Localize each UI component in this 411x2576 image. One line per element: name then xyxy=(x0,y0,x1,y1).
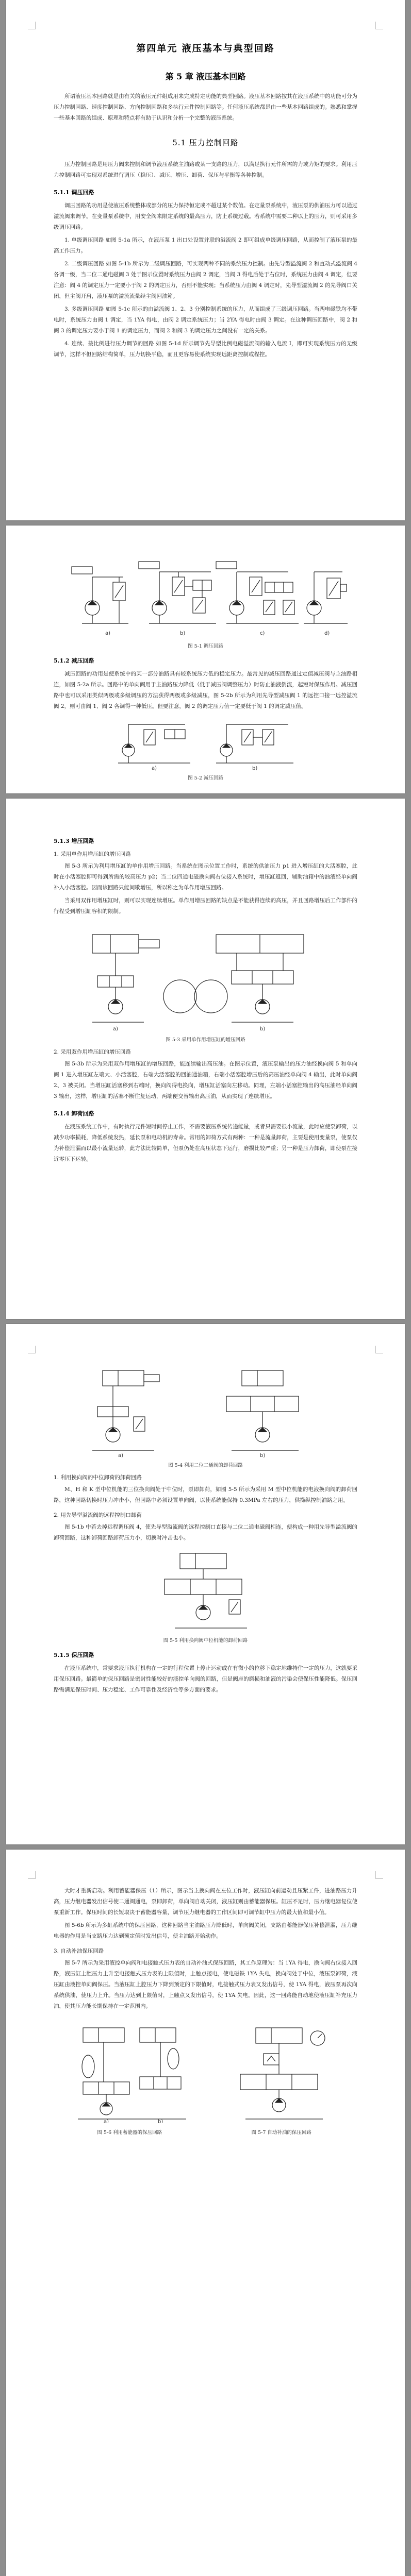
figure-5-7-auto-refill-holding xyxy=(215,2020,349,2123)
paragraph: 在液压系统中，常要求液压执行机构在一定的行程位置上停止运动或在有微小的位移下稳定地维持住一定的压力，这就要采用保压回路。最简单的保压回路是密封性能较好的液控单向阀的回路，但是阀座的磨损和油液的污染会使保压性能降低。保压回路需满足保压时间、压力稳定、工作可靠性及经济性等多方面的要求。 xyxy=(54,1665,357,1693)
page-1-content xyxy=(54,41,357,362)
fig-sublabel: d) xyxy=(324,631,330,636)
figure-5-6-accumulator-holding xyxy=(62,2020,196,2123)
paragraph: 4. 连续、按比例进行压力调节的回路 如图 5-1d 所示调节先导型比例电磁溢流阀的输入电流 I，即可实现系统压力的无级调节，这样不但回路结构简单，压力切换平稳，而且更容易使系统实现远距离控制或程控。 xyxy=(54,341,357,358)
figure-5-6-block xyxy=(62,2020,196,2141)
figure-caption: 图 5-2 减压回路 xyxy=(188,775,223,781)
figure-caption: 图 5-4 利用二位二通阀的卸荷回路 xyxy=(168,1463,243,1468)
paragraph: 图 5-6b 所示为多缸系统中的保压回路，这种回路当主油路压力降低时，单向阀关闭，支路由蓄能器保压补偿泄漏，压力继电器的作用是当支路压力达到预定值时发出信号，使主油路开始动作。 xyxy=(54,1922,357,1939)
paragraph: 图 5-1b 中若去掉远程调压阀 4，使先导型溢流阀的远程控制口直接与二位二通电磁阀相连，便构成一种用先导型溢流阀的卸荷回路，这种卸荷回路卸荷压力小，切换时冲击也小。 xyxy=(54,1524,357,1541)
fig-sublabel: a) xyxy=(105,631,110,636)
subsection-title: 5.1.2 减压回路 xyxy=(54,657,94,664)
paragraph: 大时才重新启动。利用蓄能器保压（1）所示，图示当主换向阀在左位工作时，液压缸向前运动且压紧工件，进油路压力升高，压力继电器发出信号使二通阀通电，泵即卸荷，单向阀自动关闭，液压缸则由蓄能器保压。缸压不足时，压力继电器复位使泵重新工作。保压时间的长短取决于蓄能器容量，调节压力继电器的工作区间即可调节缸中压力的最大值和最小值。 xyxy=(54,1888,357,1916)
crop-mark xyxy=(28,1346,36,1353)
figure-5-2-pressure-reducing-circuits xyxy=(108,714,304,771)
subsection-title: 5.1.3 增压回路 xyxy=(54,838,94,844)
subsub-title: 2. 采用双作用增压缸的增压回路 xyxy=(54,1049,131,1055)
paragraph: 当采用双作用增压缸时，则可以实现连续增压。单作用增压回路的缺点是不能获得连续的高压，并且回路增压后工作部件的行程受到增压缸容积的限制。 xyxy=(54,897,357,914)
subsub-title: 2. 用先导型溢流阀的远程控制口卸荷 xyxy=(54,1512,142,1518)
figure-5-1-pressure-regulating-circuits xyxy=(61,546,350,639)
paragraph: 减压回路的功用是使系统中的某一部分油路具有较系统压力低的稳定压力。最常见的减压回路通过定值减压阀与主油路相连，如图 5-2a 所示。回路中的单向阀用于主油路压力降低（低于减压阀调整压力）时防止油液倒流，起短时保压作用。减压回路中也可以采用类似两级或多级调压的方法获得两级或多级减压，图 5-2b 所示为利用先导型减压阀 1 的远控口接一远控溢流阀 2，则可由阀 1、阀 2 各调得一种低压。但要注意，阀 2 的调定压力值一定要低于阀 1 的调定减压值。 xyxy=(54,671,357,709)
crop-mark xyxy=(375,1346,383,1353)
fig-sublabel: a) xyxy=(104,2119,109,2123)
page-5-content xyxy=(54,1886,357,2141)
crop-mark xyxy=(28,22,36,29)
section-title: 5.1 压力控制回路 xyxy=(172,138,239,147)
crop-mark xyxy=(28,1871,36,1879)
figure-row xyxy=(54,2020,357,2141)
paragraph: M、H 和 K 型中位机能的三位换向阀处于中位时，泵即卸荷，如图 5-5 所示为采用 M 型中位机能的电液换向阀的卸荷回路，这种回路切换时压力冲击小，但回路中必须设置单向阀，以使系统能保持 0.3MPa 左右的压力，供操纵控制油路之用。 xyxy=(54,1486,357,1503)
page-4 xyxy=(6,1324,405,1844)
subsub-title: 1. 采用单作用增压缸的增压回路 xyxy=(54,851,131,857)
chapter-title: 第 5 章 液压基本回路 xyxy=(165,72,246,81)
fig-sublabel: c) xyxy=(259,631,265,636)
paragraph: 调压回路的功用是使液压系统整体或部分的压力保持恒定或不超过某个数值。在定量泵系统中，液压泵的供油压力可以通过溢流阀来调节。在变量泵系统中，用安全阀来限定系统的最高压力，防止系统过载。若系统中需要二种以上的压力，则可采用多级调压回路。 xyxy=(54,202,357,230)
crop-mark xyxy=(375,22,383,29)
subsub-title: 1. 利用换向阀的中位卸荷的卸荷回路 xyxy=(54,1475,142,1481)
page-3-content xyxy=(54,829,357,1167)
fig-sublabel: b) xyxy=(259,1453,265,1458)
paragraph: 图 5-3 所示为利用增压缸的单作用增压回路。当系统在图示位置工作时，系统的供油压力 p1 进入增压缸的大活塞腔，此时在小活塞腔即可得到所需的较高压力 p2；当二位四通电磁换向阀右位接入系统时，增压缸返回，辅助油箱中的油液经单向阀补入小活塞腔。因而该回路只能间歇增压，所以称之为单作用增压回路。 xyxy=(54,863,357,891)
figure-caption: 图 5-7 自动补油的保压回路 xyxy=(251,2130,311,2136)
chapter-intro: 所谓液压基本回路就是由有关的液压元件组成用来完成特定功能的典型回路。液压基本回路按其在液压系统中的功能可分为压力控制回路、速度控制回路、方向控制回路和多执行元件控制回路等。任何液压系统都是由一些基本回路组成的。熟悉和掌握一些基本回路的组成、原理和特点将有助于认识和分析一个完整的液压系统。 xyxy=(54,93,357,121)
figure-5-5-m-type-unloading xyxy=(128,1546,283,1633)
subsub-title: 3. 自动补油保压回路 xyxy=(54,1948,104,1954)
subsection-title: 5.1.4 卸荷回路 xyxy=(54,1110,94,1117)
figure-caption: 图 5-6 利用蓄能器的保压回路 xyxy=(97,2130,162,2136)
figure-5-4-unloading-circuits xyxy=(61,1355,350,1458)
paragraph: 1. 单级调压回路 如图 5-1a 所示，在液压泵 1 出口处设置并联的溢流阀 2 即可组成单级调压回路，从而控制了液压泵的最高工作压力。 xyxy=(54,237,357,254)
page-5 xyxy=(6,1850,405,2576)
unit-title: 第四单元 液压基本与典型回路 xyxy=(136,43,275,54)
fig-sublabel: a) xyxy=(112,1026,118,1032)
page-1 xyxy=(6,0,405,520)
fig-sublabel: b) xyxy=(259,1026,265,1032)
page-4-content xyxy=(54,1355,357,1698)
fig-sublabel: b) xyxy=(179,631,185,636)
page-3 xyxy=(6,799,405,1319)
crop-mark xyxy=(375,1871,383,1879)
page-2-content xyxy=(54,546,357,786)
figure-5-7-block xyxy=(215,2020,349,2141)
fig-sublabel: b) xyxy=(252,766,257,771)
paragraph: 在液压系统工作中，有时执行元件短时间停止工作，不需要液压系统传递能量，或者只需要很小流量，此时应使泵卸荷，以减少功率损耗，降低系统发热，延长泵和电动机的寿命。常用的卸荷方式有两种：一种是流量卸荷，主要是使用变量泵，使泵仅为补偿泄漏而以最小流量运转，此方法比较简单，但泵仍处在高压状态下运行，磨损比较严重；另一种是压力卸荷，即使泵在接近零压下运转。 xyxy=(54,1124,357,1162)
paragraph: 3. 多级调压回路 如图 5-1c 所示的由溢流阀 1、2、3 分别控制系统的压力，从而组成了三级调压回路。当两电磁铁均不带电时，系统压力由阀 1 调定，当 1YA 得电，由阀 2 调定系统压力；当 2YA 得电时由阀 3 调定。在这种调压回路中，阀 2 和阀 3 的调定压力要小于阀 1 的调定压力，而阀 2 和阀 3 的调定压力之间没有一定的关系。 xyxy=(54,306,357,334)
section-intro: 压力控制回路是用压力阀来控制和调节液压系统主油路或某一支路的压力，以满足执行元件所需的力或力矩的要求。利用压力控制回路可实现对系统进行调压（稳压）、减压、增压、卸荷、保压与平衡等各种控制。 xyxy=(54,161,357,178)
paragraph: 2. 二级调压回路 如图 5-1b 所示为二级调压回路，可实现两种不同的系统压力控制。由先导型溢流阀 2 和直动式溢流阀 4 各调一级，当二位二通电磁阀 3 处于图示位置时系统压力由阀 2 调定，当阀 3 得电后处于右位时，系统压力由阀 4 调定，但要注意：阀 4 的调定压力一定要小于阀 2 的调定压力，否则不能实现；当系统压力由阀 4 调定时，先导型溢流阀 2 的先导阀口关闭，但主阀开启，液压泵的溢流流量经主阀回油箱。 xyxy=(54,261,357,299)
figure-caption: 图 5-1 调压回路 xyxy=(188,643,223,649)
fig-sublabel: a) xyxy=(151,766,157,771)
figure-caption: 图 5-3 采用单作用增压缸的增压回路 xyxy=(166,1037,245,1043)
subsection-title: 5.1.5 保压回路 xyxy=(54,1652,94,1658)
figure-5-3-intensifier-circuits xyxy=(61,919,350,1032)
paragraph: 图 5-7 所示为采用液控单向阀和电接触式压力表的自动补油式保压回路，其工作原理为：当 1YA 得电，换向阀右位接入回路，液压缸上腔压力上升至电接触式压力表的上限值时，上触点接电，使电磁铁 1YA 失电，换向阀处于中位，液压泵卸荷，液压缸由液控单向阀保压。当液压缸上腔压力下降到预定的下限值时，电接触式压力表又发出信号，使 1YA 得电，液压泵再次向系统供油，使压力上升。当压力达到上限值时，上触点又发出信号，使 1YA 失电。因此，这一回路能自动地使液压缸补充压力油，使其压力能长期保持在一定范围内。 xyxy=(54,1960,357,2009)
paragraph: 图 5-3b 所示为采用双作用增压缸的增压回路，能连续输出高压油。在图示位置，液压泵输出的压力油经换向阀 5 和单向阀 1 进入增压缸左端大、小活塞腔，右端大活塞腔的回油通油箱，右端小活塞腔增压后的高压油经单向阀 4 输出，此时单向阀 2、3 被关闭。当增压缸活塞移到右端时，换向阀得电换向，增压缸活塞向左移动。同理，左端小活塞腔输出的高压油经单向阀 3 输出，这样，增压缸的活塞不断往复运动，两端便交替输出高压油，从而实现了连续增压。 xyxy=(54,1061,357,1099)
figure-caption: 图 5-5 利用换向阀中位机能的卸荷回路 xyxy=(163,1638,248,1643)
fig-sublabel: a) xyxy=(118,1453,123,1458)
page-2 xyxy=(6,526,405,793)
subsection-title: 5.1.1 调压回路 xyxy=(54,189,94,196)
fig-sublabel: b) xyxy=(158,2119,163,2123)
